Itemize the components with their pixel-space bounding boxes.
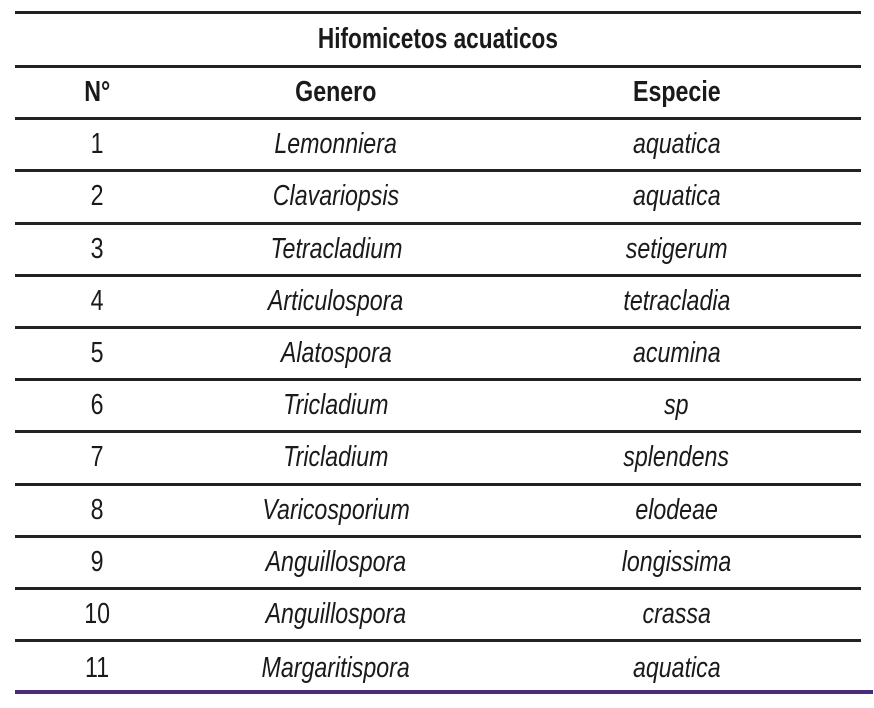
table-title: Hifomicetos acuaticos <box>317 23 559 55</box>
genero-text: Tricladium <box>283 441 389 474</box>
table-header-row <box>15 68 861 120</box>
num-cell <box>15 225 180 274</box>
genero-text: Anguillospora <box>265 597 407 630</box>
num-text: 7 <box>91 441 104 474</box>
especie-cell <box>492 433 861 482</box>
genero-cell <box>180 172 492 221</box>
header-especie-cell <box>492 68 861 117</box>
genero-text: Tetracladium <box>270 232 402 265</box>
num-text: 2 <box>91 180 104 213</box>
num-cell <box>15 538 180 587</box>
num-text: 1 <box>91 128 104 161</box>
header-genero: Genero <box>295 76 377 109</box>
header-num: N° <box>84 76 111 109</box>
genero-cell <box>180 120 492 169</box>
especie-cell <box>492 590 861 639</box>
num-cell <box>15 329 180 378</box>
especie-text: aquatica <box>632 651 721 684</box>
bottom-accent-rule <box>15 690 873 694</box>
num-text: 5 <box>91 337 104 370</box>
table-row <box>15 590 861 642</box>
table-row <box>15 538 861 590</box>
table-row <box>15 120 861 172</box>
table-title-row <box>15 11 861 68</box>
num-cell <box>15 486 180 535</box>
species-table <box>15 11 861 694</box>
especie-text: tetracladia <box>622 284 731 317</box>
especie-text: acumina <box>632 337 721 370</box>
num-cell <box>15 433 180 482</box>
especie-text: setigerum <box>625 232 728 265</box>
genero-text: Tricladium <box>283 389 389 422</box>
genero-text: Articulospora <box>268 284 404 317</box>
especie-cell <box>492 381 861 430</box>
table-row <box>15 225 861 277</box>
genero-cell <box>180 329 492 378</box>
num-cell <box>15 120 180 169</box>
num-cell <box>15 277 180 326</box>
genero-text: Clavariopsis <box>272 180 400 213</box>
table-row <box>15 381 861 433</box>
num-text: 6 <box>91 389 104 422</box>
especie-cell <box>492 486 861 535</box>
especie-cell <box>492 172 861 221</box>
especie-text: aquatica <box>632 180 721 213</box>
num-text: 8 <box>91 493 104 526</box>
especie-text: longissima <box>621 545 732 578</box>
especie-cell <box>492 642 861 694</box>
num-cell <box>15 172 180 221</box>
genero-text: Margaritispora <box>261 651 411 684</box>
genero-cell <box>180 381 492 430</box>
table-row <box>15 329 861 381</box>
num-text: 10 <box>84 597 111 630</box>
num-cell <box>15 590 180 639</box>
table-row <box>15 277 861 329</box>
especie-cell <box>492 538 861 587</box>
table-row <box>15 172 861 224</box>
especie-text: splendens <box>623 441 730 474</box>
header-genero-cell <box>180 68 492 117</box>
genero-cell <box>180 590 492 639</box>
genero-text: Lemonniera <box>274 128 398 161</box>
genero-text: Anguillospora <box>265 545 407 578</box>
header-num-cell <box>15 68 180 117</box>
genero-cell <box>180 433 492 482</box>
num-text: 3 <box>91 232 104 265</box>
genero-cell <box>180 225 492 274</box>
especie-cell <box>492 120 861 169</box>
especie-text: crassa <box>642 597 711 630</box>
num-cell <box>15 642 180 694</box>
num-text: 11 <box>85 651 110 684</box>
genero-text: Varicosporium <box>262 493 410 526</box>
header-especie: Especie <box>632 76 721 109</box>
especie-text: sp <box>664 389 689 422</box>
genero-cell <box>180 486 492 535</box>
genero-cell <box>180 538 492 587</box>
num-cell <box>15 381 180 430</box>
especie-cell <box>492 277 861 326</box>
table-row <box>15 486 861 538</box>
num-text: 9 <box>91 545 104 578</box>
genero-cell <box>180 277 492 326</box>
especie-text: aquatica <box>632 128 721 161</box>
especie-cell <box>492 225 861 274</box>
especie-cell <box>492 329 861 378</box>
table-row <box>15 433 861 485</box>
especie-text: elodeae <box>635 493 718 526</box>
num-text: 4 <box>91 284 104 317</box>
genero-cell <box>180 642 492 694</box>
genero-text: Alatospora <box>280 337 392 370</box>
table-row <box>15 642 861 694</box>
